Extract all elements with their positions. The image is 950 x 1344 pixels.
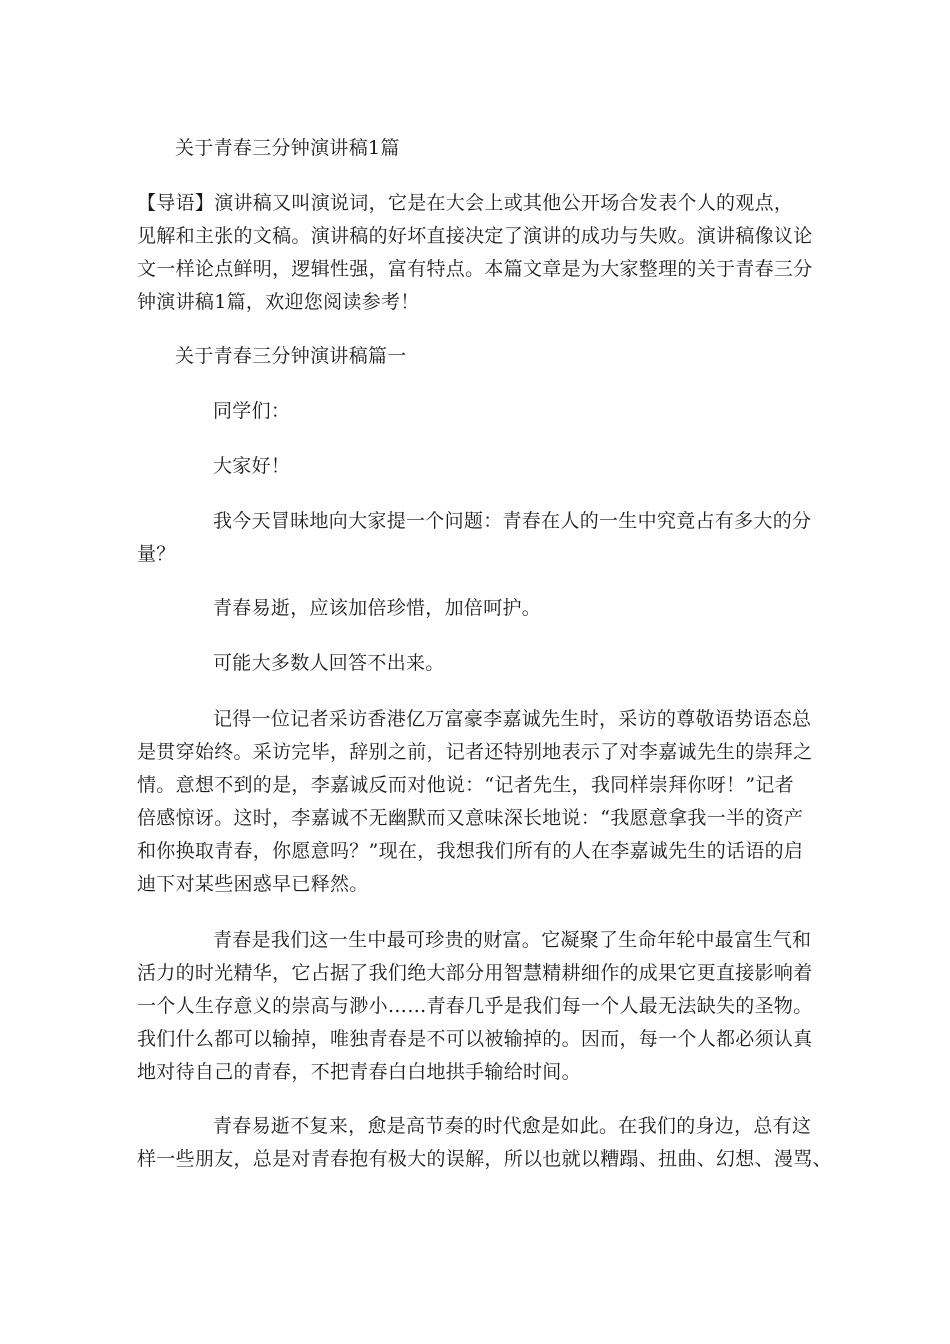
- unanswered-line: 可能大多数人回答不出来。: [213, 652, 445, 674]
- text-line: 迪下对某些困惑早已释然。: [137, 873, 369, 895]
- text-line: 我今天冒昧地向大家提一个问题：青春在人的一生中究竟占有多大的分: [213, 510, 812, 532]
- document-title: 关于青春三分钟演讲稿1篇: [175, 137, 400, 159]
- text-line: 钟演讲稿1篇，欢迎您阅读参考！: [137, 291, 420, 313]
- fleeting-paragraph: [137, 1110, 832, 1176]
- text-line: 活力的时光精华，它占据了我们绝大部分用智慧精耕细作的成果它更直接影响着: [137, 962, 813, 984]
- text-line: 倍感惊讶。这时，李嘉诚不无幽默而又意味深长地说：“我愿意拿我一半的资产: [137, 807, 804, 829]
- text-line: 见解和主张的文稿。演讲稿的好坏直接决定了演讲的成功与失败。演讲稿像议论: [137, 225, 813, 247]
- text-line: 地对待自己的青春，不把青春白白地拱手输给时间。: [137, 1061, 581, 1083]
- greeting: 大家好！: [213, 455, 291, 477]
- text-line: 和你换取青春，你愿意吗？”现在，我想我们所有的人在李嘉诚先生的话语的启: [137, 840, 804, 862]
- text-line: 记得一位记者采访香港亿万富豪李嘉诚先生时，采访的尊敬语势语态总: [213, 708, 812, 730]
- story-paragraph: [137, 703, 813, 901]
- intro-paragraph: [137, 187, 813, 319]
- cherish-line: 青春易逝，应该加倍珍惜，加倍呵护。: [213, 597, 542, 619]
- text-line: 量？: [137, 543, 176, 565]
- text-line: 我们什么都可以输掉，唯独青春是不可以被输掉的。因而，每一个人都必须认真: [137, 1028, 813, 1050]
- text-line: 【导语】演讲稿又叫演说词，它是在大会上或其他公开场合发表个人的观点，: [137, 192, 794, 214]
- text-line: 是贯穿始终。采访完毕，辞别之前，记者还特别地表示了对李嘉诚先生的崇拜之: [137, 741, 813, 763]
- text-line: 青春易逝不复来，愈是高节奏的时代愈是如此。在我们的身边，总有这: [213, 1115, 812, 1137]
- salutation: 同学们：: [213, 400, 291, 422]
- text-line: 文一样论点鲜明，逻辑性强，富有特点。本篇文章是为大家整理的关于青春三分: [137, 258, 813, 280]
- text-line: 青春是我们这一生中最可珍贵的财富。它凝聚了生命年轮中最富生气和: [213, 929, 812, 951]
- question-paragraph: [137, 505, 811, 571]
- section-heading: 关于青春三分钟演讲稿篇一: [175, 345, 407, 367]
- text-line: 样一些朋友，总是对青春抱有极大的误解，所以也就以糟蹋、扭曲、幻想、漫骂、: [137, 1148, 832, 1170]
- wealth-paragraph: [137, 924, 813, 1089]
- text-line: 情。意想不到的是，李嘉诚反而对他说：“记者先生，我同样崇拜你呀！”记者: [137, 774, 794, 796]
- text-line: 一个人生存意义的崇高与渺小……青春几乎是我们每一个人最无法缺失的圣物。: [137, 995, 813, 1017]
